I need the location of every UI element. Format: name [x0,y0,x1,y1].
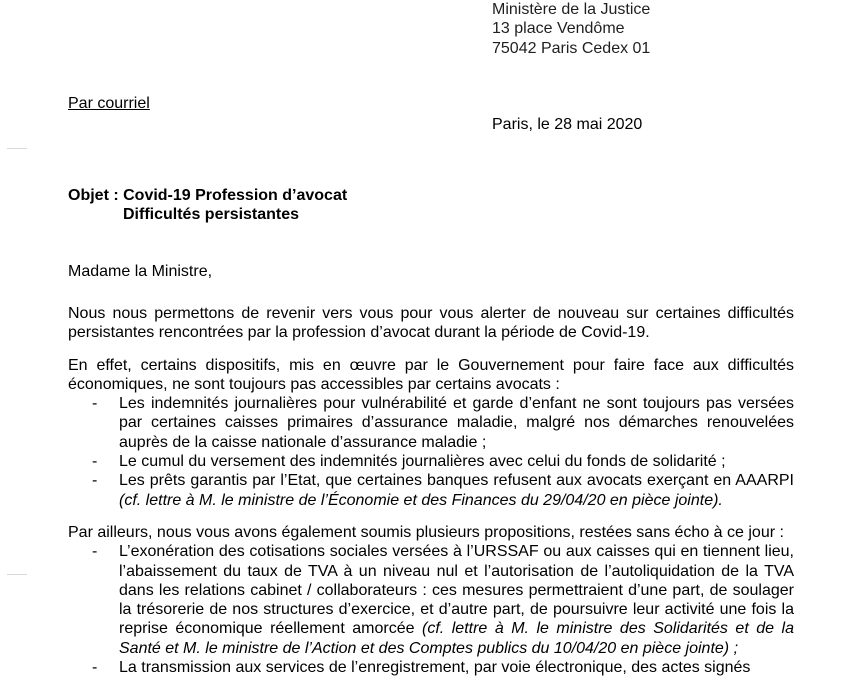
recipient-address [492,0,812,58]
reference-note: (cf. lettre à M. le ministre des Solidarités et de la Santé et M. le ministre de l’Action et des Comptes publics du 10/04/20 en pièce jointe) ; [119,620,795,657]
dash-bullet: - [92,395,98,413]
margin-mark-top [7,148,27,149]
address-line-3: 75042 Paris Cedex 01 [492,39,651,57]
letter-date: Paris, le 28 mai 2020 [492,116,643,133]
dash-bullet: - [92,453,98,471]
salutation: Madame la Ministre, [68,263,213,280]
dash-bullet: - [92,472,98,490]
list-item: - La transmission aux services de l’enregistrement, par voie électronique, des actes signés [92,659,751,677]
letter-object [68,186,347,225]
dash-bullet: - [92,659,98,677]
dash-bullet: - [92,543,98,561]
object-line-1: Objet : Covid-19 Profession d’avocat [68,187,348,204]
delivery-mode: Par courriel [68,95,150,112]
list-item: - Le cumul du versement des indemnités journalières avec celui du fonds de solidarité ; [92,453,726,471]
difficulties-list [68,394,794,510]
margin-mark-bottom [7,574,27,575]
list-item: - L’exonération des cotisations sociales versées à l’URSSAF ou aux caisses qui en tiennent lieu, l’abaissement du taux de TVA à un niveau nul et l’autorisation de l’autoliquidation de la TVA dans les relations cabinet / collaborateurs : ces mesures permettraient d’une part, de soulager la trésorerie de nos structures d’exercice, et d’autre part, de poursuivre leur activité une fois la reprise économique réellement amorcée (cf. lettre à M. le ministre des Solidarités et de la Santé et M. le ministre de l’Action et des Comptes publics du 10/04/20 en pièce jointe) ; [92,543,795,657]
list-item: - Les indemnités journalières pour vulnérabilité et garde d’enfant ne sont toujours pas versées par certaines caisses primaires d’assurance maladie, malgré nos démarches renouvelées auprès de la caisse nationale d’assurance maladie ; [92,395,794,451]
paragraph-3: Par ailleurs, nous vous avons également soumis plusieurs propositions, restées sans écho à ce jour : [68,523,784,541]
proposals-list [68,542,794,677]
paragraph-2: En effet, certains dispositifs, mis en œuvre par le Gouvernement pour faire face aux difficultés économiques, ne sont toujours pas accessibles par certains avocats : [68,356,794,393]
object-line-2: Difficultés persistantes [123,206,300,224]
reference-note: (cf. lettre à M. le ministre de l’Économie et des Finances du 29/04/20 en pièce jointe). [119,491,723,509]
list-item: - Les prêts garantis par l’Etat, que certaines banques refusent aux avocats exerçant en AAARPI (cf. lettre à M. le ministre de l’Économie et des Finances du 29/04/20 en pièce jointe). [92,472,794,509]
address-line-1: Ministère de la Justice [492,1,651,18]
paragraph-1: Nous nous permettons de revenir vers vous pour vous alerter de nouveau sur certaines difficultés persistantes rencontrées par la profession d’avocat durant la période de Covid-19. [68,305,794,342]
letter-body [68,304,794,690]
address-line-2: 13 place Vendôme [492,20,625,38]
